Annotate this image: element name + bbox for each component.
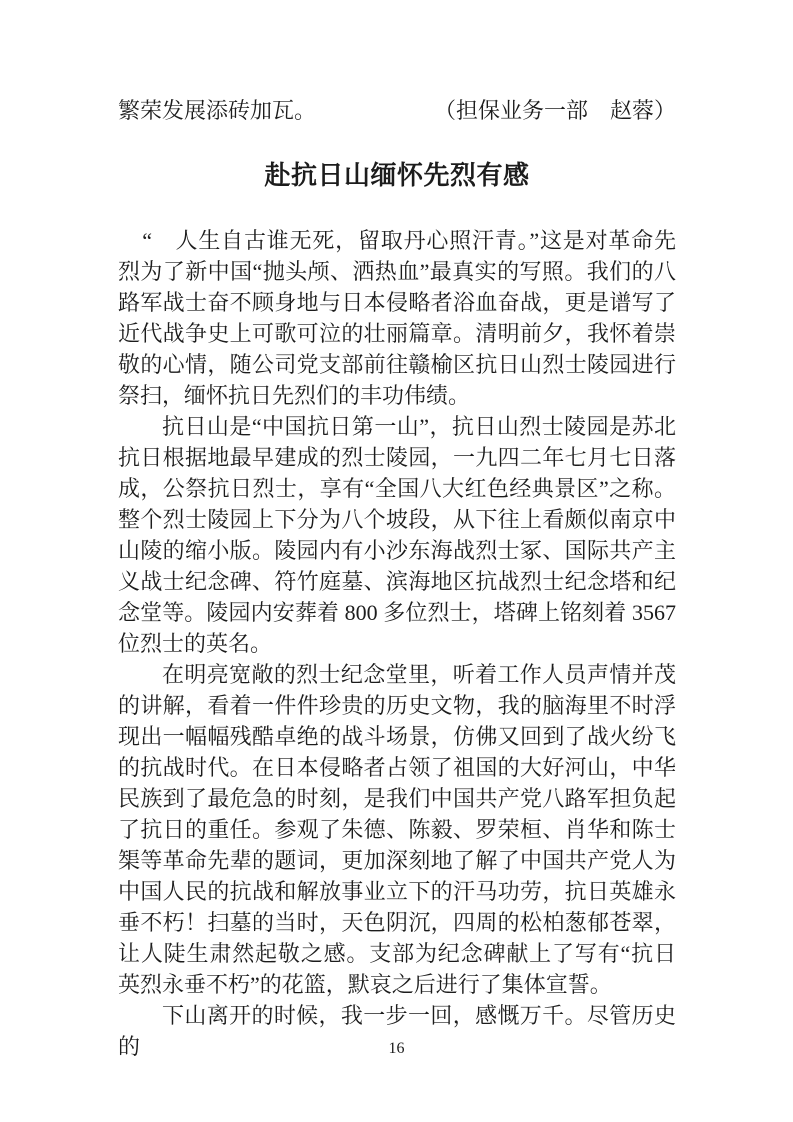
paragraph-1: “ 人生自古谁无死，留取丹心照汗青。”这是对革命先烈为了新中国“抛头颅、洒热血”最真实的写照。我们的八路军战士奋不顾身地与日本侵略者浴血奋战，更是谱写了近代战争史上可歌可泣的壮丽篇章。清明前夕，我怀着崇敬的心情，随公司党支部前往赣榆区抗日山烈士陵园进行祭扫，缅怀抗日先烈们的丰功伟绩。 xyxy=(118,228,676,408)
paragraph-2: 抗日山是“中国抗日第一山”，抗日山烈士陵园是苏北抗日根据地最早建成的烈士陵园，一九四二年七月七日落成，公祭抗日烈士，享有“全国八大红色经典景区”之称。整个烈士陵园上下分为八个坡段，从下往上看颇似南京中山陵的缩小版。陵园内有小沙东海战烈士冢、国际共产主义战士纪念碑、符竹庭墓、滨海地区抗战烈士纪念塔和纪念堂等。陵园内安葬着 800 多位烈士，塔碑上铭刻着 3567 位烈士的英名。 xyxy=(118,414,676,656)
article-body xyxy=(118,225,676,1062)
paragraph-4: 下山离开的时候，我一步一回，感慨万千。尽管历史的 xyxy=(118,1003,676,1059)
closing-sentence: 繁荣发展添砖加瓦。 xyxy=(118,98,317,123)
article-title: 赴抗日山缅怀先烈有感 xyxy=(264,160,530,190)
page-number: 16 xyxy=(388,1040,405,1057)
byline-author: （担保业务一部 赵蓉） xyxy=(433,98,676,123)
paragraph-3: 在明亮宽敞的烈士纪念堂里，听着工作人员声情并茂的讲解，看着一件件珍贵的历史文物，我的脑海里不时浮现出一幅幅残酷卓绝的战斗场景，仿佛又回到了战火纷飞的抗战时代。在日本侵略者占领了祖国的大好河山，中华民族到了最危急的时刻，是我们中国共产党八路军担负起了抗日的重任。参观了朱德、陈毅、罗荣桓、肖华和陈士榘等革命先辈的题词，更加深刻地了解了中国共产党人为中国人民的抗战和解放事业立下的汗马功劳，抗日英雄永垂不朽！扫墓的当时，天色阴沉，四周的松柏葱郁苍翠，让人陡生肃然起敬之感。支部为纪念碑献上了写有“抗日英烈永垂不朽”的花篮，默哀之后进行了集体宣誓。 xyxy=(118,662,676,997)
header-line xyxy=(118,95,676,126)
